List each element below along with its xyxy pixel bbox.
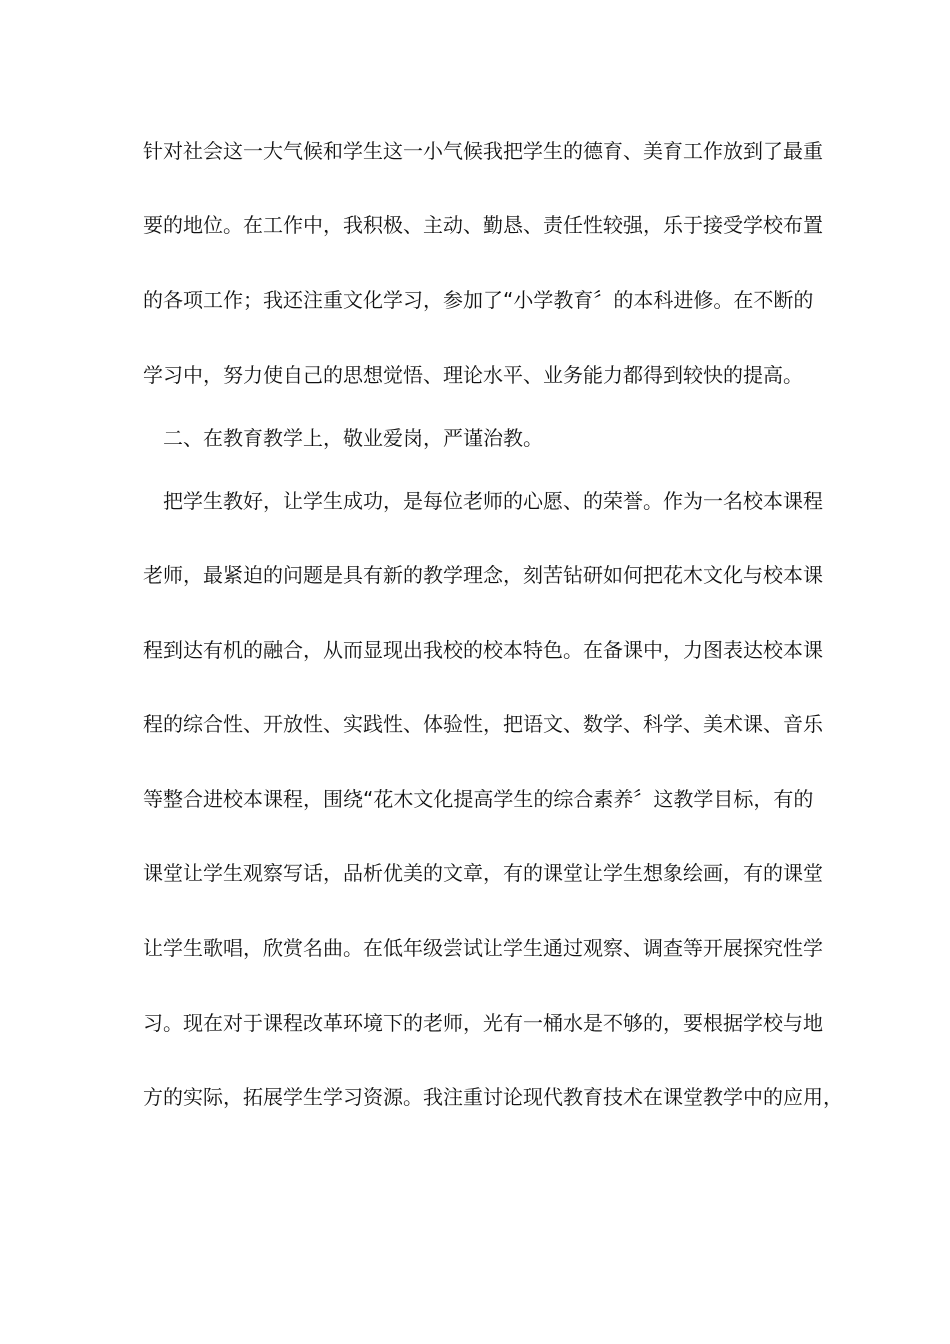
paragraph-line: 的各项工作；我还注重文化学习，参加了“小学教育〞的本科进修。在不断的 bbox=[143, 288, 814, 312]
section-heading: 二、在教育教学上，敬业爱岗，严谨治教。 bbox=[163, 426, 543, 450]
paragraph-line: 程的综合性、开放性、实践性、体验性，把语文、数学、科学、美术课、音乐 bbox=[143, 712, 823, 736]
paragraph-line: 让学生歌唱，欣赏名曲。在低年级尝试让学生通过观察、调查等开展探究性学 bbox=[143, 936, 823, 960]
paragraph-line: 习。现在对于课程改革环境下的老师，光有一桶水是不够的，要根据学校与地 bbox=[143, 1011, 823, 1035]
paragraph-line: 程到达有机的融合，从而显现出我校的校本特色。在备课中，力图表达校本课 bbox=[143, 638, 823, 662]
paragraph-line: 把学生教好，让学生成功，是每位老师的心愿、的荣誉。作为一名校本课程 bbox=[163, 489, 823, 513]
paragraph-line: 方的实际，拓展学生学习资源。我注重讨论现代教育技术在课堂教学中的应用， bbox=[143, 1085, 843, 1109]
paragraph-line: 要的地位。在工作中，我积极、主动、勤恳、责任性较强，乐于接受学校布置 bbox=[143, 213, 823, 237]
paragraph-line: 学习中，努力使自己的思想觉悟、理论水平、业务能力都得到较快的提高。 bbox=[143, 363, 803, 387]
paragraph-line: 老师，最紧迫的问题是具有新的教学理念，刻苦钻研如何把花木文化与校本课 bbox=[143, 563, 823, 587]
paragraph-line: 课堂让学生观察写话，品析优美的文章，有的课堂让学生想象绘画，有的课堂 bbox=[143, 861, 823, 885]
paragraph-line: 等整合进校本课程，围绕“花木文化提高学生的综合素养〞这教学目标，有的 bbox=[143, 787, 814, 811]
paragraph-line: 针对社会这一大气候和学生这一小气候我把学生的德育、美育工作放到了最重 bbox=[143, 139, 823, 163]
